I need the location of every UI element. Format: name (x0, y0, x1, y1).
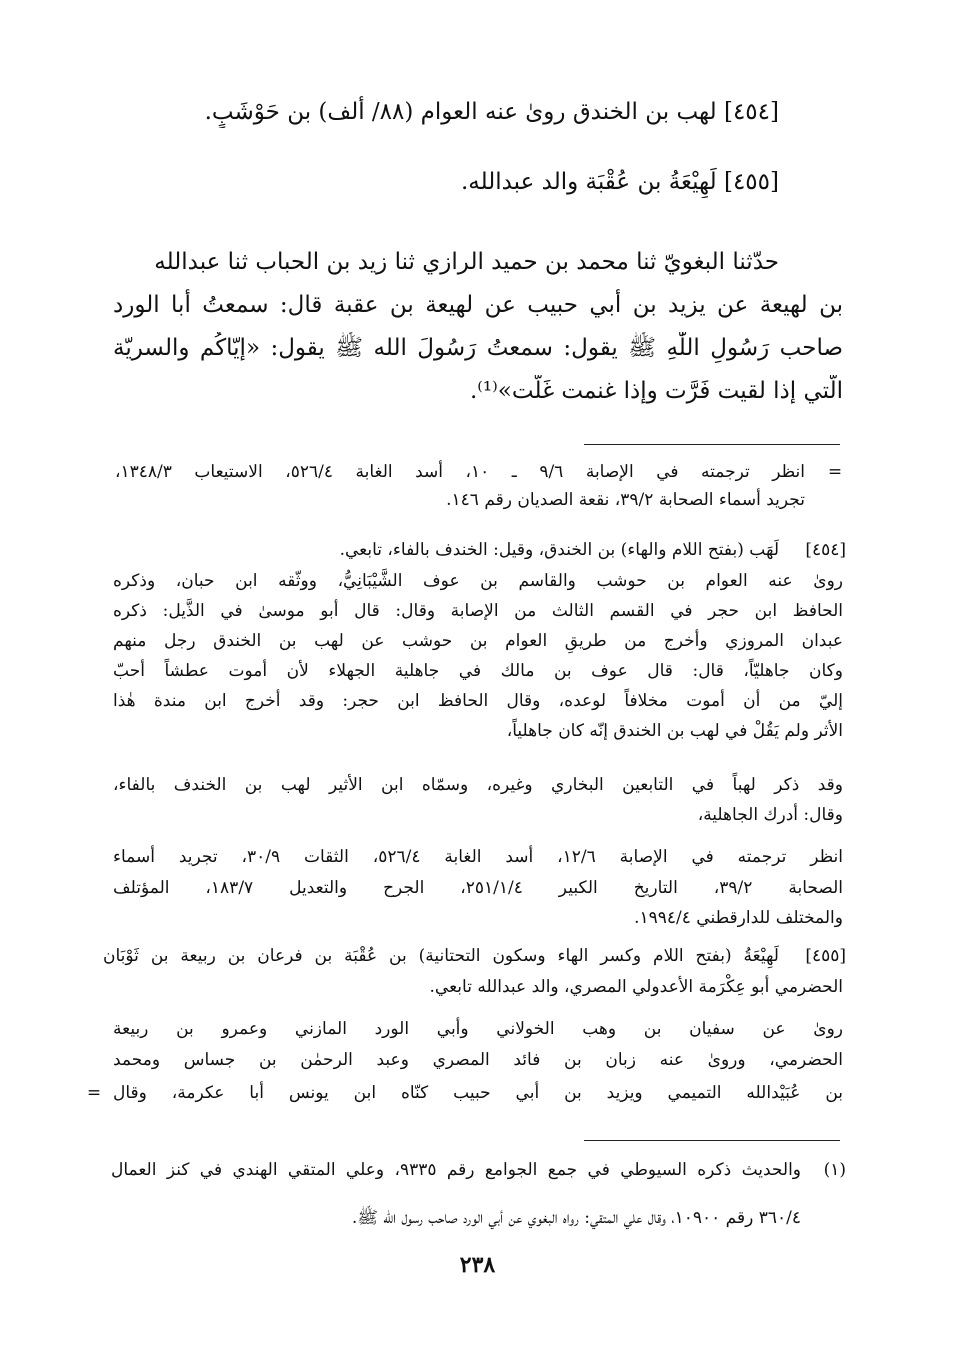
note-454-tag: [٤٥٤] (805, 540, 846, 560)
note-line: روىٰ عنه العوام بن حوشب والقاسم بن عوف الشَّيْبَانِيُّ، ووثّقه ابن حبان، وذكره (113, 571, 843, 591)
entry-454: [٤٥٤] لهب بن الخندق روىٰ عنه العوام (٨٨/ ألف) بن حَوْشَبٍ. (204, 99, 779, 125)
continuation-marker: = (827, 462, 843, 482)
page-number: ٢٣٨ (459, 1252, 496, 1278)
note-line: تجريد أسماء الصحابة ٣٩/٢، نقعة الصديان رقم ١٤٦. (446, 490, 805, 510)
entry-455: [٤٥٥] لَهِيْعَةُ بن عُقْبَة والد عبدالله. (460, 169, 779, 195)
note-line: روىٰ عن سفيان بن وهب الخولاني وأبي الورد المازني وعمرو بن ربيعة (113, 1019, 843, 1039)
note-line: الصحابة ٣٩/٢، التاريخ الكبير ٢٥١/١/٤، الجرح والتعديل ١٨٣/٧، المؤتلف (113, 878, 843, 898)
footnote-divider (584, 1140, 840, 1141)
hadith-line: بن لهيعة عن يزيد بن أبي حبيب عن لهيعة بن عقبة قال: سمعتُ أبا الورد (113, 292, 843, 318)
footnote-mark: (١) (823, 1160, 846, 1180)
note-line: لَهَب (بفتح اللام والهاء) بن الخندق، وقيل: الخندف بالفاء، تابعي. (339, 540, 779, 560)
footnote-divider (584, 444, 840, 445)
hadith-line: صاحب رَسُولِ اللّٰهِ ﷺ يقول: سمعتُ رَسُولَ الله ﷺ يقول: «إيّاكُم والسريّة (113, 335, 843, 361)
note-line: والمختلف للدارقطني ١٩٩٤/٤. (634, 908, 843, 928)
footnote-line: والحديث ذكره السيوطي في جمع الجوامع رقم ٩٣٣٥، وعلي المتقي الهندي في كنز العمال (111, 1160, 801, 1180)
note-line: وقال: أدرك الجاهلية، (697, 805, 843, 825)
note-line: لَهِيْعَةُ (بفتح اللام وكسر الهاء وسكون التحتانية) بن عُقْبَة بن فرعان بن ربيعة بن ثَوْبَان (103, 946, 779, 966)
note-line: بن عُبَيْدالله التميمي ويزيد بن أبي حبيب كنّاه ابن يونس أبا عكرمة، وقال (113, 1083, 843, 1103)
note-line: الأثر ولم يَقُلْ في لهب بن الخندق إنّه كان جاهلياً، (506, 721, 843, 741)
note-line: انظر ترجمته في الإصابة ٩/٦ ـ ١٠، أسد الغابة ٥٢٦/٤، الاستيعاب ١٣٤٨/٣، (115, 462, 805, 482)
note-line: وقد ذكر لهباً في التابعين البخاري وغيره، وسمّاه ابن الأثير لهب بن الخندف بالفاء، (113, 775, 843, 795)
hadith-line: الّتي إذا لقيت فَرَّت وإذا غنمت غَلَّت»⁽¹⁾. (469, 378, 843, 404)
note-line: الحضرمي، وروىٰ عنه زبان بن فائد المصري وعبد الرحمٰن بن جساس ومحمد (113, 1050, 843, 1070)
note-line: وكان جاهليّاً، قال: قال عوف بن مالك في جاهلية الجهلاء لأن أموت عطشاً أحبّ (113, 661, 843, 681)
note-line: الحافظ ابن حجر في القسم الثالث من الإصابة وقال: قال أبو موسىٰ في الذَّيل: ذكره (113, 601, 843, 621)
continuation-marker: = (86, 1083, 102, 1103)
footnote-line: ٣٦٠/٤ رقم ١٠٩٠٠، وقال علي المتقي: رواه البغوي عن أبي الورد صاحب رسول الله ﷺ. (351, 1208, 801, 1228)
note-line: انظر ترجمته في الإصابة ١٢/٦، أسد الغابة ٥٢٦/٤، الثقات ٣٠/٩، تجريد أسماء (113, 847, 843, 867)
note-line: إليّ من أن أموت مخلافاً لوعده، وقال الحافظ ابن حجر: وقد أخرج ابن مندة هٰذا (113, 691, 843, 711)
note-line: عبدان المروزي وأخرج من طريقِ العوام بن حوشب عن لهب بن الخندق رجل منهم (113, 631, 843, 651)
note-455-tag: [٤٥٥] (805, 946, 846, 966)
note-line: الحضرمي أبو عِكْرَمة الأعدولي المصري، والد عبدالله تابعي. (429, 977, 843, 997)
hadith-line: حدّثنا البغويّ ثنا محمد بن حميد الرازي ثنا زيد بن الحباب ثنا عبدالله (154, 249, 779, 275)
